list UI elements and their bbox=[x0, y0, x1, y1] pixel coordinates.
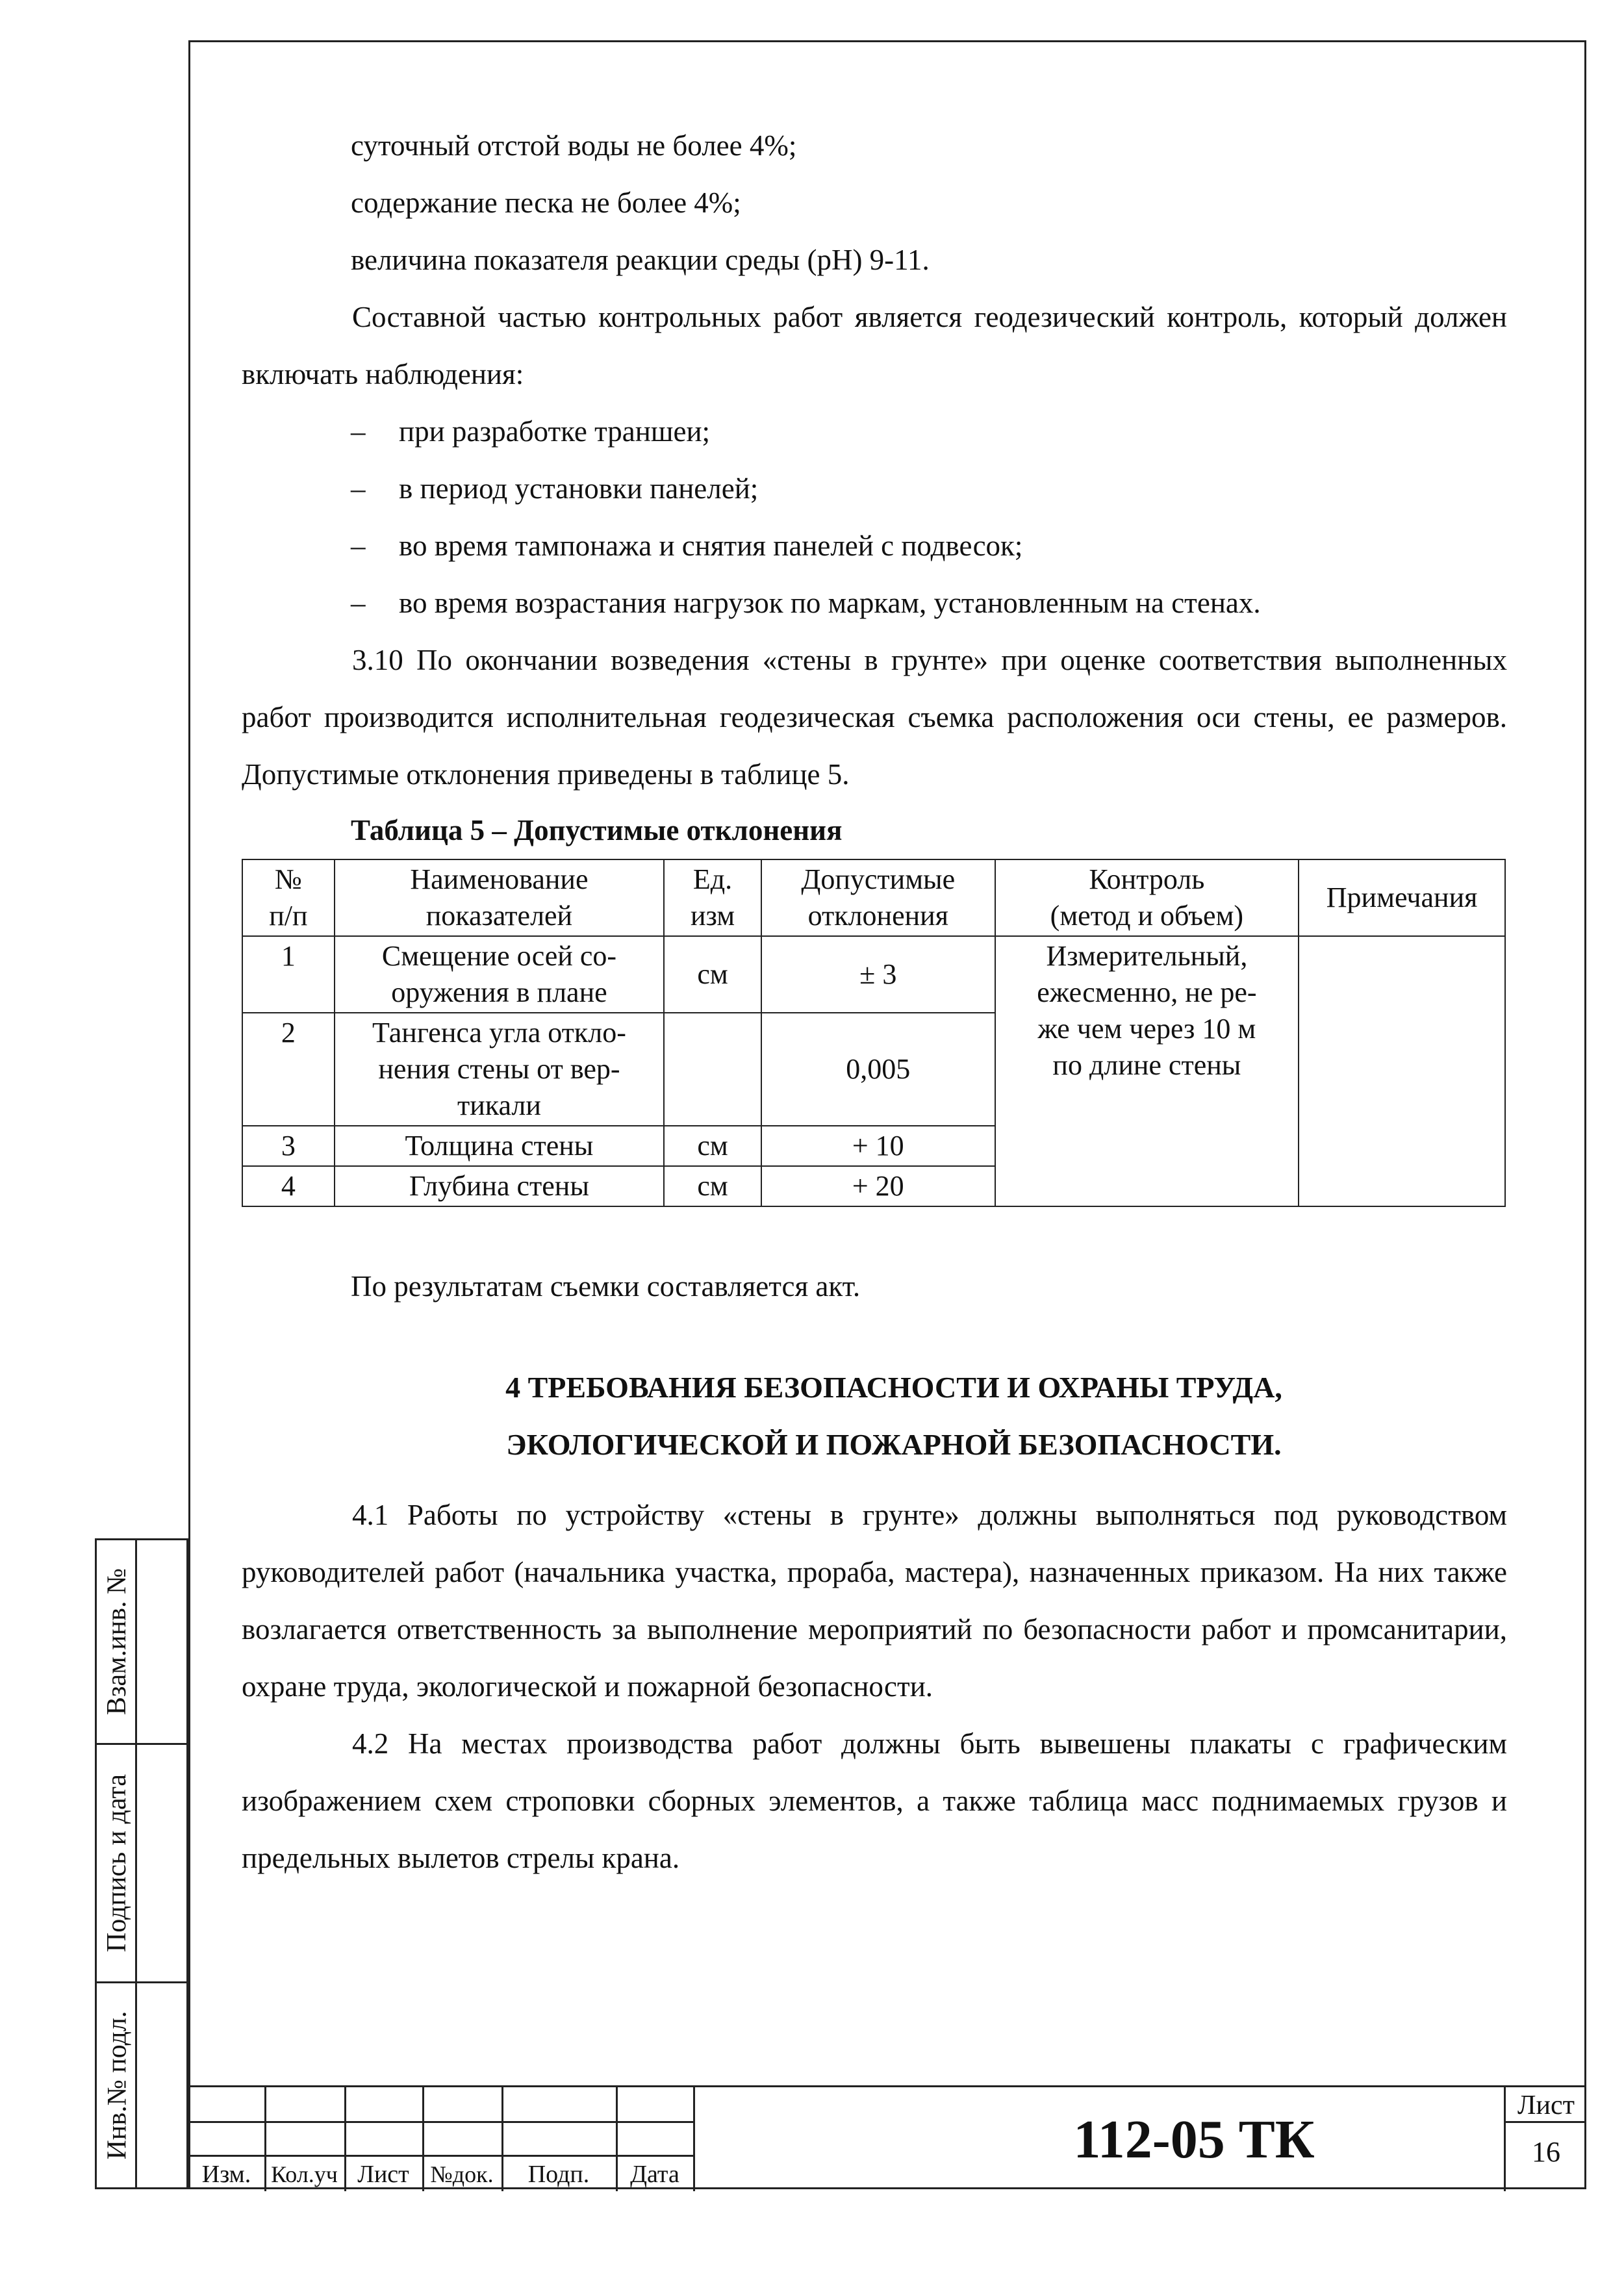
cell-number: 1 bbox=[242, 936, 335, 1013]
cell-control: Измерительный, ежесменно, не ре- же чем через 10 м по длине стены bbox=[995, 936, 1299, 1206]
cell-deviation: ± 3 bbox=[761, 936, 995, 1013]
paragraph: суточный отстой воды не более 4%; bbox=[351, 129, 797, 162]
list-item bbox=[242, 460, 1507, 517]
title-block bbox=[188, 2085, 1586, 2191]
cell-unit: см bbox=[664, 1166, 761, 1206]
document-code: 112-05 ТК bbox=[1073, 2109, 1315, 2170]
paragraph: Составной частью контрольных работ является геодезический контроль, который должен включать наблюдения: bbox=[242, 301, 1507, 390]
section-heading-line: 4 ТРЕБОВАНИЯ БЕЗОПАСНОСТИ И ОХРАНЫ ТРУДА, bbox=[505, 1371, 1282, 1404]
list-item bbox=[242, 517, 1507, 574]
section-heading-line: ЭКОЛОГИЧЕСКОЙ И ПОЖАРНОЙ БЕЗОПАСНОСТИ. bbox=[506, 1428, 1282, 1461]
list-item-text: в период установки панелей; bbox=[399, 472, 759, 505]
stamp-inventory: Инв.№ подл. bbox=[95, 1981, 188, 2189]
paragraph: содержание песка не более 4%; bbox=[351, 186, 741, 219]
table-caption: Таблица 5 – Допустимые отклонения bbox=[351, 814, 843, 846]
header-deviation: Допустимые отклонения bbox=[761, 859, 995, 936]
dash-marker: – bbox=[351, 415, 366, 448]
cell-unit: см bbox=[664, 936, 761, 1013]
title-block-grid bbox=[188, 2087, 695, 2191]
col-label: Лист bbox=[357, 2161, 409, 2188]
cell-name: Глубина стены bbox=[335, 1166, 664, 1206]
section-heading bbox=[242, 1359, 1507, 1473]
stamp-signature-date: Подпись и дата bbox=[95, 1743, 188, 1983]
stamp-vzam: Взам.инв. № bbox=[95, 1538, 188, 1745]
header-number: № п/п bbox=[242, 859, 335, 936]
cell-number: 2 bbox=[242, 1013, 335, 1126]
list-item bbox=[242, 574, 1507, 631]
col-label: Изм. bbox=[201, 2161, 251, 2188]
header-control: Контроль (метод и объем) bbox=[995, 859, 1299, 936]
cell-deviation: + 20 bbox=[761, 1166, 995, 1206]
side-stamp bbox=[95, 1538, 188, 2189]
header-name: Наименование показателей bbox=[335, 859, 664, 936]
list-item bbox=[242, 403, 1507, 460]
col-label: Подп. bbox=[527, 2161, 590, 2188]
col-label: Кол.уч bbox=[271, 2161, 338, 2187]
document-body bbox=[242, 117, 1507, 1887]
sheet-number: 16 bbox=[1532, 2136, 1560, 2168]
cell-unit: см bbox=[664, 1126, 761, 1166]
sheet-box bbox=[1504, 2087, 1586, 2191]
table-header-row bbox=[242, 859, 1505, 936]
paragraph: 4.1 Работы по устройству «стены в грунте» должны выполняться под руководством руководителей работ (начальника участка, прораба, мастера), назначенных приказом. На них также возлагается ответственность за выполнение мероприятий по безопасности работ и промсанитарии, охране труда, экологической и пожарной безопасности. bbox=[242, 1499, 1507, 1703]
col-label: №док. bbox=[430, 2161, 494, 2187]
list-item-text: при разработке траншеи; bbox=[399, 415, 711, 448]
dash-marker: – bbox=[351, 529, 366, 562]
dash-marker: – bbox=[351, 587, 366, 619]
cell-unit bbox=[664, 1013, 761, 1126]
cell-deviation: + 10 bbox=[761, 1126, 995, 1166]
paragraph: 3.10 По окончании возведения «стены в грунте» при оценке соответствия выполненных работ производится исполнительная геодезическая съемка расположения оси стены, ее размеров. Допустимые отклонения приведены в таблице 5. bbox=[242, 644, 1507, 791]
list-item-text: во время тампонажа и снятия панелей с подвесок; bbox=[399, 529, 1023, 562]
col-label: Дата bbox=[630, 2161, 679, 2188]
header-notes: Примечания bbox=[1299, 859, 1505, 936]
paragraph: По результатам съемки составляется акт. bbox=[351, 1270, 861, 1303]
deviation-table bbox=[242, 859, 1506, 1207]
cell-notes bbox=[1299, 936, 1505, 1206]
paragraph: величина показателя реакции среды (pH) 9-11. bbox=[351, 244, 930, 276]
list-item-text: во время возрастания нагрузок по маркам, установленным на стенах. bbox=[399, 587, 1261, 619]
cell-name: Смещение осей со- оружения в плане bbox=[335, 936, 664, 1013]
cell-number: 4 bbox=[242, 1166, 335, 1206]
paragraph: 4.2 На местах производства работ должны быть вывешены плакаты с графическим изображением схем строповки сборных элементов, а также таблица масс поднимаемых грузов и предельных вылетов стрелы крана. bbox=[242, 1727, 1507, 1874]
sheet-label: Лист bbox=[1517, 2091, 1575, 2120]
cell-name: Тангенса угла откло- нения стены от вер- тикали bbox=[335, 1013, 664, 1126]
header-unit: Ед. изм bbox=[664, 859, 761, 936]
dash-marker: – bbox=[351, 472, 366, 505]
cell-name: Толщина стены bbox=[335, 1126, 664, 1166]
table-row bbox=[242, 936, 1505, 1013]
cell-number: 3 bbox=[242, 1126, 335, 1166]
cell-deviation: 0,005 bbox=[761, 1013, 995, 1126]
